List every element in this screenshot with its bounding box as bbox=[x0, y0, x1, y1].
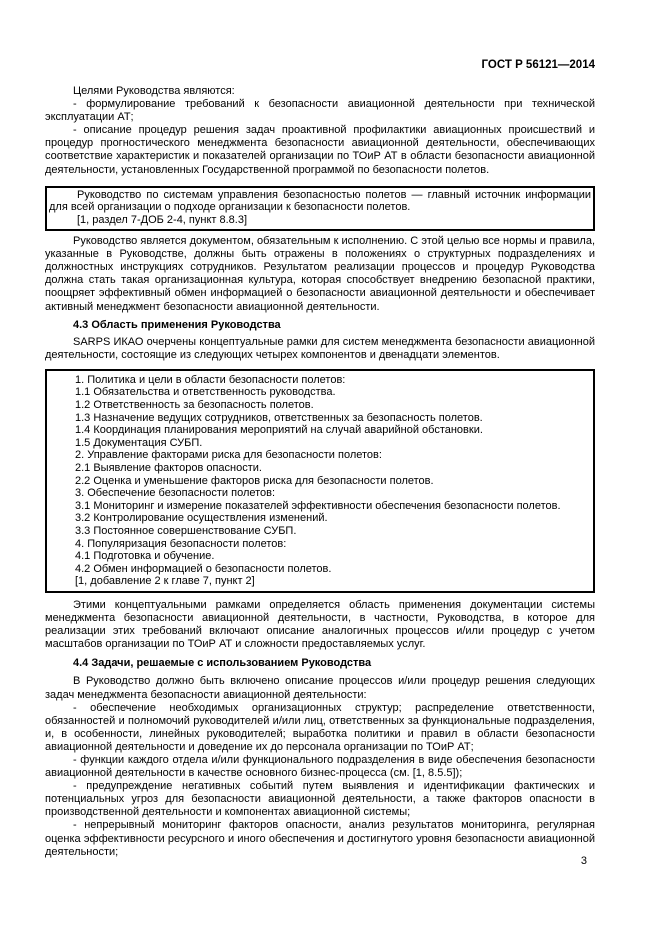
section-heading-4-3: 4.3 Область применения Руководства bbox=[73, 318, 281, 331]
task-item-4: - непрерывный мониторинг факторов опасности, анализ результатов мониторинга, регулярная оценка эффективности ресурсного и иного обеспечения и достигнутого уровня безопасности авиационной деятельности; bbox=[45, 819, 595, 858]
framework-components-box bbox=[45, 369, 595, 593]
framework-item: 2.2 Оценка и уменьшение факторов риска для безопасности полетов. bbox=[75, 474, 434, 487]
text-column bbox=[45, 0, 595, 859]
quote-citation: [1, раздел 7-ДОБ 2-4, пункт 8.8.3] bbox=[77, 214, 248, 227]
section-heading-4-4: 4.4 Задачи, решаемые с использованием Руководства bbox=[73, 657, 372, 670]
framework-item: 4.1 Подготовка и обучение. bbox=[75, 550, 215, 563]
task-item-3: - предупреждение негативных событий путем выявления и идентификации фактических и потенциальных угроз для безопасности авиационной деятельности, а также факторов опасности в производственной деятельности и компонентах авиационной системы; bbox=[45, 780, 595, 819]
quote-box-sms-manual bbox=[45, 186, 595, 231]
framework-item: 2. Управление факторами риска для безопасности полетов: bbox=[75, 449, 382, 462]
standard-code-header: ГОСТ Р 56121—2014 bbox=[481, 59, 595, 71]
intro-goal-1: - формулирование требований к безопасности авиационной деятельности при технической эксплуатации АТ; bbox=[45, 98, 595, 124]
paragraph-scope-of-application: Этими концептуальными рамками определяется область применения документации системы менеджмента безопасности авиационной деятельности, в частности, Руководства, в которое для реализации этих требований включают описание аналогичных процессов и/или процедур с учетом масштабов организации по ТОиР АТ и сложности предоставляемых услуг. bbox=[45, 598, 595, 651]
framework-item: 3.2 Контролирование осуществления изменений. bbox=[75, 512, 328, 525]
framework-box-citation: [1, добавление 2 к главе 7, пункт 2] bbox=[75, 575, 255, 588]
intro-goal-2: - описание процедур решения задач проактивной профилактики авиационных происшествий и процедур прогностического менеджмента безопасности авиационной деятельности, обеспечивающих соответствие характеристик и показателей организации по ТОиР АТ в области безопасности авиационной деятельности, установленных Государственной программой по безопасности полетов. bbox=[45, 124, 595, 176]
framework-item: 1.5 Документация СУБП. bbox=[75, 436, 203, 449]
framework-item: 1. Политика и цели в области безопасности полетов: bbox=[75, 373, 346, 386]
framework-item: 1.1 Обязательства и ответственность руководства. bbox=[75, 386, 336, 399]
intro-lead: Целями Руководства являются: bbox=[73, 85, 235, 97]
framework-item: 3.3 Постоянное совершенствование СУБП. bbox=[75, 525, 297, 538]
framework-item: 3. Обеспечение безопасности полетов: bbox=[75, 487, 276, 500]
framework-item: 1.3 Назначение ведущих сотрудников, ответственных за безопасность полетов. bbox=[75, 411, 483, 424]
framework-item: 1.4 Координация планирования мероприятий на случай аварийной обстановки. bbox=[75, 424, 483, 437]
paragraph-tasks-intro: В Руководство должно быть включено описание процессов и/или процедур решения следующих задач менеджмента безопасности авиационной деятельности: bbox=[45, 675, 595, 701]
framework-item: 1.2 Ответственность за безопасность полетов. bbox=[75, 399, 314, 412]
framework-item: 4.2 Обмен информацией о безопасности полетов. bbox=[75, 562, 332, 575]
framework-item: 3.1 Мониторинг и измерение показателей эффективности обеспечения безопасности полетов. bbox=[75, 499, 561, 512]
paragraph-mandatory-document: Руководство является документом, обязательным к исполнению. С этой целью все нормы и правила, указанные в Руководстве, должны быть отражены в положениях о структурных подразделениях и должностных инструкциях сотрудников. Результатом реализации процессов и процедур Руководства должна стать такая организационная культура, которая способствует внедрению безопасной практики, поощряет эффективный обмен информацией о безопасности авиационной деятельности и обеспечивает активный менеджмент безопасности авиационной деятельности. bbox=[45, 235, 595, 313]
task-item-2: - функции каждого отдела и/или функционального подразделения в виде обеспечения безопасности авиационной деятельности в качестве основного бизнес-процесса (см. [1, 8.5.5]); bbox=[45, 754, 595, 780]
page-number: 3 bbox=[580, 855, 587, 867]
paragraph-sarps-icao: SARPS ИКАО очерчены концептуальные рамки для систем менеджмента безопасности авиационной деятельности, состоящие из следующих четырех компонентов и двенадцати элементов. bbox=[45, 335, 595, 361]
task-item-1: - обеспечение необходимых организационных структур; распределение ответственности, обязанностей и полномочий руководителей и/или лиц, ответственных за функциональные подразделения, и, в особенности, линейных руководителей; выработка политики и правил в области безопасности авиационной деятельности и доведение их до персонала организации по ТОиР АТ; bbox=[45, 701, 595, 753]
framework-item: 4. Популяризация безопасности полетов: bbox=[75, 537, 287, 550]
framework-item: 2.1 Выявление факторов опасности. bbox=[75, 462, 262, 475]
quote-body: Руководство по системам управления безопасностью полетов — главный источник информации для всей организации о подходе организации к безопасности полетов. bbox=[49, 188, 591, 214]
